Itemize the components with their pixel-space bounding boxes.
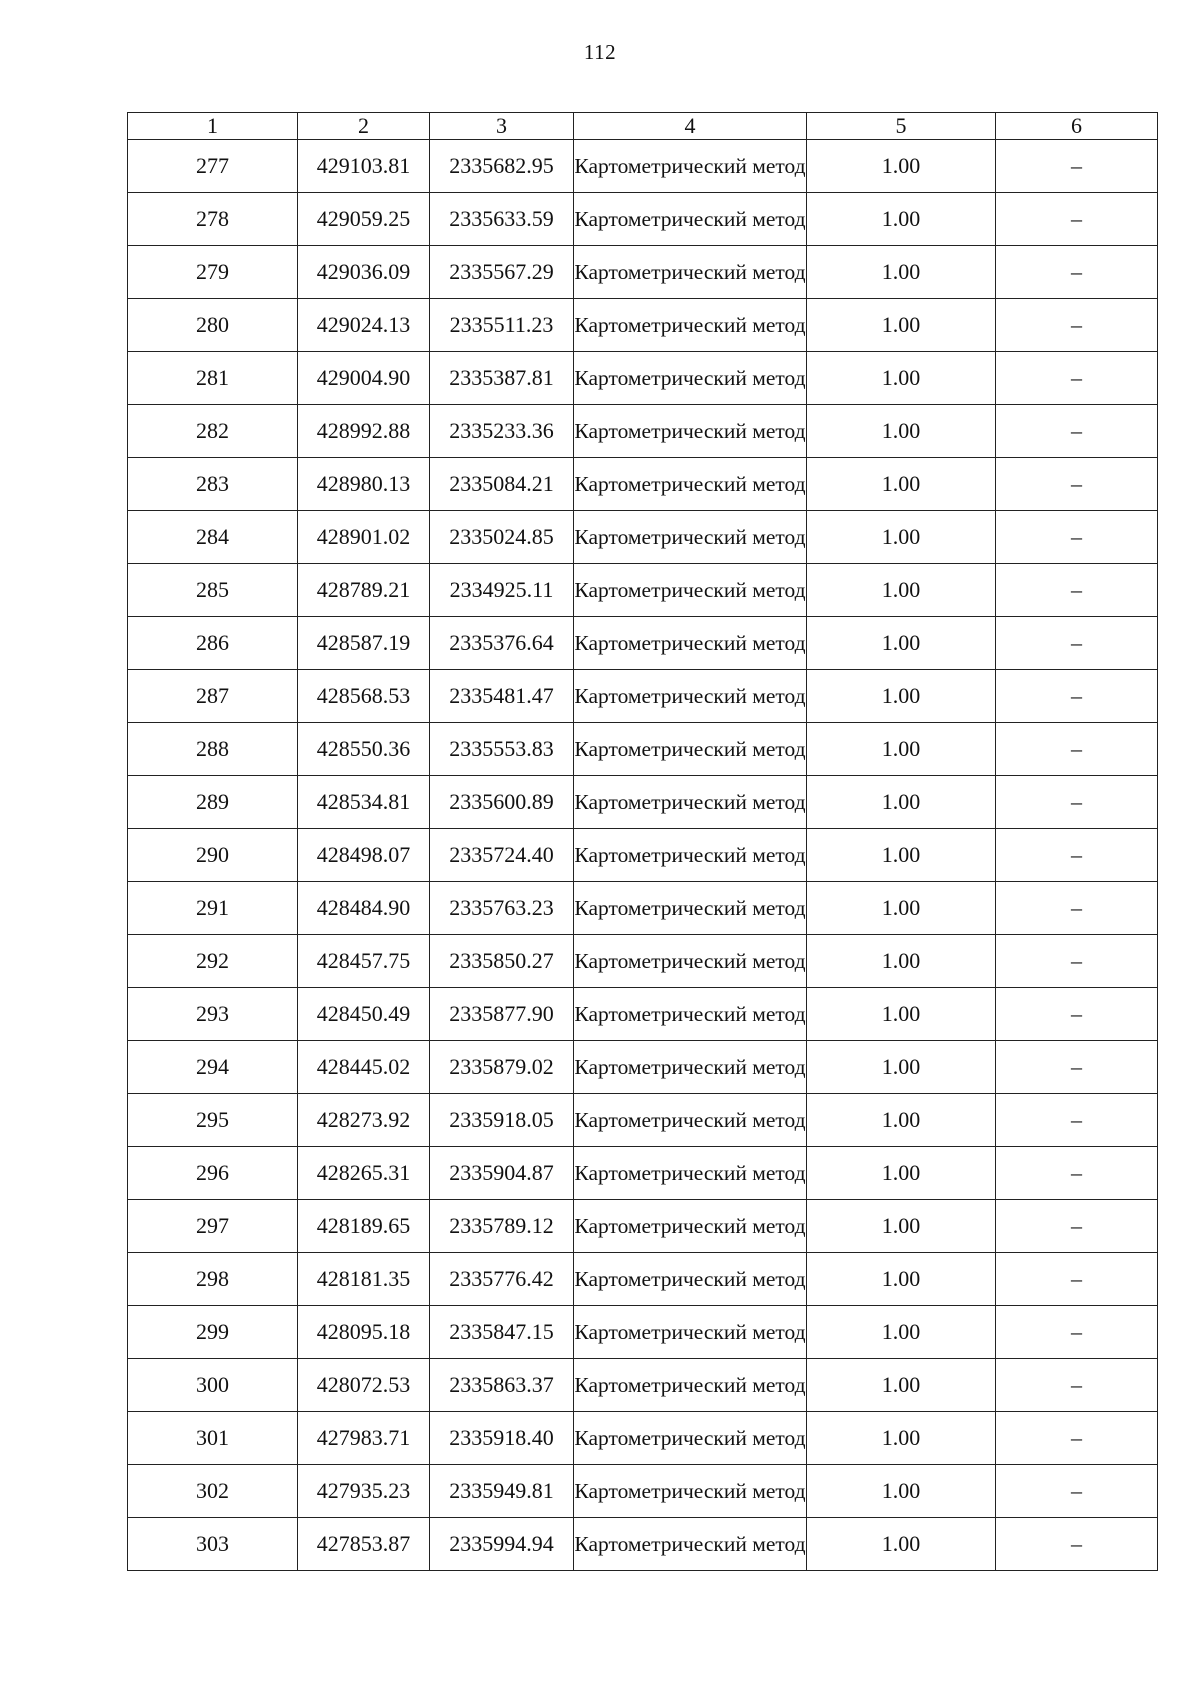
description-cell: – (996, 1518, 1158, 1571)
accuracy-cell: 1.00 (807, 1041, 996, 1094)
point-number-cell: 282 (128, 405, 298, 458)
y-coordinate-cell: 2335918.05 (430, 1094, 574, 1147)
accuracy-cell: 1.00 (807, 511, 996, 564)
y-coordinate-cell: 2335994.94 (430, 1518, 574, 1571)
point-number-cell: 299 (128, 1306, 298, 1359)
x-coordinate-cell: 427983.71 (298, 1412, 430, 1465)
x-coordinate-cell: 428273.92 (298, 1094, 430, 1147)
method-cell: Картометрический метод (574, 140, 807, 193)
table-row (128, 564, 1158, 617)
table-row (128, 140, 1158, 193)
x-coordinate-cell: 428484.90 (298, 882, 430, 935)
y-coordinate-cell: 2335863.37 (430, 1359, 574, 1412)
description-cell: – (996, 670, 1158, 723)
method-cell: Картометрический метод (574, 1094, 807, 1147)
method-cell: Картометрический метод (574, 1465, 807, 1518)
x-coordinate-cell: 428550.36 (298, 723, 430, 776)
point-number-cell: 278 (128, 193, 298, 246)
x-coordinate-cell: 428568.53 (298, 670, 430, 723)
table-row (128, 1094, 1158, 1147)
table-row (128, 246, 1158, 299)
x-coordinate-cell: 428457.75 (298, 935, 430, 988)
y-coordinate-cell: 2335724.40 (430, 829, 574, 882)
accuracy-cell: 1.00 (807, 193, 996, 246)
method-cell: Картометрический метод (574, 1200, 807, 1253)
accuracy-cell: 1.00 (807, 405, 996, 458)
method-cell: Картометрический метод (574, 1412, 807, 1465)
table-row (128, 723, 1158, 776)
table-row (128, 1041, 1158, 1094)
x-coordinate-cell: 427935.23 (298, 1465, 430, 1518)
description-cell: – (996, 140, 1158, 193)
description-cell: – (996, 352, 1158, 405)
description-cell: – (996, 617, 1158, 670)
table-header-row (128, 113, 1158, 140)
accuracy-cell: 1.00 (807, 776, 996, 829)
point-number-cell: 294 (128, 1041, 298, 1094)
accuracy-cell: 1.00 (807, 935, 996, 988)
y-coordinate-cell: 2335879.02 (430, 1041, 574, 1094)
point-number-cell: 292 (128, 935, 298, 988)
table-row (128, 829, 1158, 882)
column-header: 4 (574, 113, 807, 140)
y-coordinate-cell: 2335084.21 (430, 458, 574, 511)
point-number-cell: 297 (128, 1200, 298, 1253)
description-cell: – (996, 988, 1158, 1041)
column-header: 3 (430, 113, 574, 140)
y-coordinate-cell: 2335600.89 (430, 776, 574, 829)
point-number-cell: 290 (128, 829, 298, 882)
accuracy-cell: 1.00 (807, 564, 996, 617)
x-coordinate-cell: 428181.35 (298, 1253, 430, 1306)
method-cell: Картометрический метод (574, 246, 807, 299)
point-number-cell: 298 (128, 1253, 298, 1306)
y-coordinate-cell: 2335387.81 (430, 352, 574, 405)
table-row (128, 1412, 1158, 1465)
y-coordinate-cell: 2335847.15 (430, 1306, 574, 1359)
table-row (128, 352, 1158, 405)
y-coordinate-cell: 2335789.12 (430, 1200, 574, 1253)
x-coordinate-cell: 428789.21 (298, 564, 430, 617)
method-cell: Картометрический метод (574, 564, 807, 617)
point-number-cell: 300 (128, 1359, 298, 1412)
method-cell: Картометрический метод (574, 617, 807, 670)
method-cell: Картометрический метод (574, 935, 807, 988)
description-cell: – (996, 193, 1158, 246)
accuracy-cell: 1.00 (807, 829, 996, 882)
accuracy-cell: 1.00 (807, 1094, 996, 1147)
method-cell: Картометрический метод (574, 1041, 807, 1094)
point-number-cell: 287 (128, 670, 298, 723)
description-cell: – (996, 299, 1158, 352)
description-cell: – (996, 1306, 1158, 1359)
description-cell: – (996, 723, 1158, 776)
y-coordinate-cell: 2335763.23 (430, 882, 574, 935)
point-number-cell: 293 (128, 988, 298, 1041)
table-header (128, 113, 1158, 140)
table-row (128, 1306, 1158, 1359)
method-cell: Картометрический метод (574, 1147, 807, 1200)
description-cell: – (996, 882, 1158, 935)
point-number-cell: 281 (128, 352, 298, 405)
x-coordinate-cell: 429004.90 (298, 352, 430, 405)
method-cell: Картометрический метод (574, 1306, 807, 1359)
table-row (128, 193, 1158, 246)
point-number-cell: 284 (128, 511, 298, 564)
x-coordinate-cell: 427853.87 (298, 1518, 430, 1571)
table-body (128, 140, 1158, 1571)
method-cell: Картометрический метод (574, 1253, 807, 1306)
y-coordinate-cell: 2335918.40 (430, 1412, 574, 1465)
column-header: 6 (996, 113, 1158, 140)
accuracy-cell: 1.00 (807, 1359, 996, 1412)
table-row (128, 935, 1158, 988)
point-number-cell: 277 (128, 140, 298, 193)
method-cell: Картометрический метод (574, 670, 807, 723)
description-cell: – (996, 405, 1158, 458)
description-cell: – (996, 564, 1158, 617)
x-coordinate-cell: 429024.13 (298, 299, 430, 352)
accuracy-cell: 1.00 (807, 988, 996, 1041)
y-coordinate-cell: 2335511.23 (430, 299, 574, 352)
table-row (128, 299, 1158, 352)
y-coordinate-cell: 2335949.81 (430, 1465, 574, 1518)
table-row (128, 1465, 1158, 1518)
table-row (128, 1253, 1158, 1306)
accuracy-cell: 1.00 (807, 1200, 996, 1253)
table-row (128, 1200, 1158, 1253)
method-cell: Картометрический метод (574, 1359, 807, 1412)
table-row (128, 882, 1158, 935)
method-cell: Картометрический метод (574, 776, 807, 829)
x-coordinate-cell: 428901.02 (298, 511, 430, 564)
method-cell: Картометрический метод (574, 829, 807, 882)
method-cell: Картометрический метод (574, 882, 807, 935)
method-cell: Картометрический метод (574, 723, 807, 776)
description-cell: – (996, 1253, 1158, 1306)
table-row (128, 988, 1158, 1041)
x-coordinate-cell: 428587.19 (298, 617, 430, 670)
point-number-cell: 288 (128, 723, 298, 776)
point-number-cell: 289 (128, 776, 298, 829)
accuracy-cell: 1.00 (807, 1253, 996, 1306)
x-coordinate-cell: 429036.09 (298, 246, 430, 299)
accuracy-cell: 1.00 (807, 299, 996, 352)
point-number-cell: 291 (128, 882, 298, 935)
x-coordinate-cell: 428450.49 (298, 988, 430, 1041)
x-coordinate-cell: 428980.13 (298, 458, 430, 511)
accuracy-cell: 1.00 (807, 1412, 996, 1465)
x-coordinate-cell: 428534.81 (298, 776, 430, 829)
method-cell: Картометрический метод (574, 299, 807, 352)
table-row (128, 1147, 1158, 1200)
description-cell: – (996, 1412, 1158, 1465)
description-cell: – (996, 935, 1158, 988)
y-coordinate-cell: 2335567.29 (430, 246, 574, 299)
description-cell: – (996, 829, 1158, 882)
table-row (128, 670, 1158, 723)
description-cell: – (996, 1465, 1158, 1518)
accuracy-cell: 1.00 (807, 1306, 996, 1359)
column-header: 1 (128, 113, 298, 140)
y-coordinate-cell: 2335877.90 (430, 988, 574, 1041)
description-cell: – (996, 1147, 1158, 1200)
method-cell: Картометрический метод (574, 352, 807, 405)
page-number: 112 (583, 40, 617, 64)
point-number-cell: 301 (128, 1412, 298, 1465)
description-cell: – (996, 246, 1158, 299)
method-cell: Картометрический метод (574, 511, 807, 564)
x-coordinate-cell: 428265.31 (298, 1147, 430, 1200)
x-coordinate-cell: 428189.65 (298, 1200, 430, 1253)
accuracy-cell: 1.00 (807, 458, 996, 511)
y-coordinate-cell: 2335024.85 (430, 511, 574, 564)
accuracy-cell: 1.00 (807, 140, 996, 193)
method-cell: Картометрический метод (574, 193, 807, 246)
method-cell: Картометрический метод (574, 988, 807, 1041)
accuracy-cell: 1.00 (807, 617, 996, 670)
table-row (128, 405, 1158, 458)
accuracy-cell: 1.00 (807, 723, 996, 776)
description-cell: – (996, 1094, 1158, 1147)
accuracy-cell: 1.00 (807, 1147, 996, 1200)
y-coordinate-cell: 2334925.11 (430, 564, 574, 617)
x-coordinate-cell: 428095.18 (298, 1306, 430, 1359)
point-number-cell: 280 (128, 299, 298, 352)
accuracy-cell: 1.00 (807, 1465, 996, 1518)
accuracy-cell: 1.00 (807, 1518, 996, 1571)
y-coordinate-cell: 2335904.87 (430, 1147, 574, 1200)
method-cell: Картометрический метод (574, 458, 807, 511)
y-coordinate-cell: 2335376.64 (430, 617, 574, 670)
y-coordinate-cell: 2335633.59 (430, 193, 574, 246)
description-cell: – (996, 1359, 1158, 1412)
y-coordinate-cell: 2335682.95 (430, 140, 574, 193)
table-row (128, 776, 1158, 829)
accuracy-cell: 1.00 (807, 352, 996, 405)
table-row (128, 1359, 1158, 1412)
y-coordinate-cell: 2335776.42 (430, 1253, 574, 1306)
point-number-cell: 283 (128, 458, 298, 511)
y-coordinate-cell: 2335850.27 (430, 935, 574, 988)
point-number-cell: 296 (128, 1147, 298, 1200)
x-coordinate-cell: 429103.81 (298, 140, 430, 193)
accuracy-cell: 1.00 (807, 670, 996, 723)
x-coordinate-cell: 428498.07 (298, 829, 430, 882)
point-number-cell: 285 (128, 564, 298, 617)
accuracy-cell: 1.00 (807, 882, 996, 935)
column-header: 2 (298, 113, 430, 140)
description-cell: – (996, 1041, 1158, 1094)
point-number-cell: 286 (128, 617, 298, 670)
description-cell: – (996, 458, 1158, 511)
accuracy-cell: 1.00 (807, 246, 996, 299)
column-header: 5 (807, 113, 996, 140)
x-coordinate-cell: 428992.88 (298, 405, 430, 458)
point-number-cell: 302 (128, 1465, 298, 1518)
x-coordinate-cell: 429059.25 (298, 193, 430, 246)
y-coordinate-cell: 2335233.36 (430, 405, 574, 458)
y-coordinate-cell: 2335481.47 (430, 670, 574, 723)
table-row (128, 458, 1158, 511)
table-row (128, 511, 1158, 564)
description-cell: – (996, 511, 1158, 564)
point-number-cell: 303 (128, 1518, 298, 1571)
table-row (128, 1518, 1158, 1571)
x-coordinate-cell: 428445.02 (298, 1041, 430, 1094)
point-number-cell: 295 (128, 1094, 298, 1147)
point-number-cell: 279 (128, 246, 298, 299)
method-cell: Картометрический метод (574, 405, 807, 458)
description-cell: – (996, 776, 1158, 829)
coordinates-table (127, 112, 1158, 1571)
x-coordinate-cell: 428072.53 (298, 1359, 430, 1412)
table-row (128, 617, 1158, 670)
description-cell: – (996, 1200, 1158, 1253)
y-coordinate-cell: 2335553.83 (430, 723, 574, 776)
method-cell: Картометрический метод (574, 1518, 807, 1571)
